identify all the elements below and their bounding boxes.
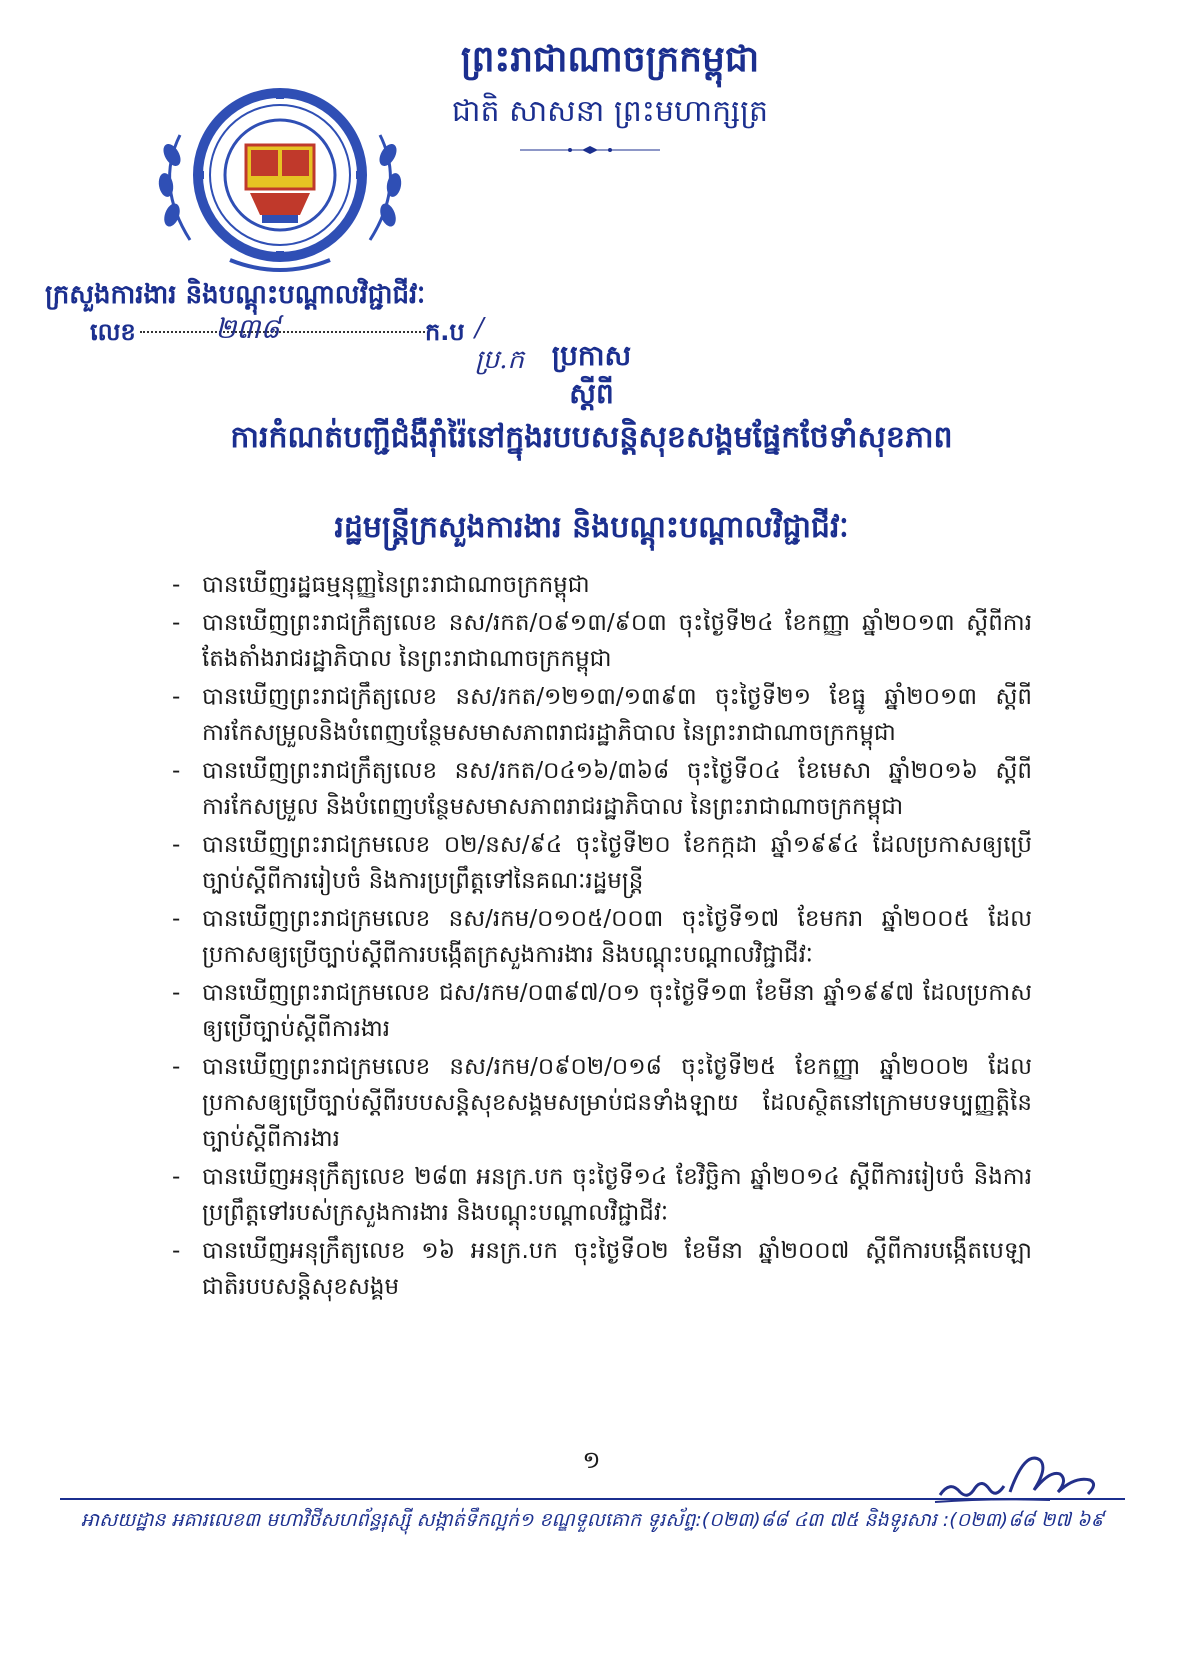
reference-number: ២៣៨: [215, 312, 280, 345]
ministry-name: ក្រសួងការងារ និងបណ្តុះបណ្តាលវិជ្ជាជីវៈ: [45, 280, 426, 310]
list-item: - បានឃើញរដ្ឋធម្មនុញ្ញនៃព្រះរាជាណាចក្រកម្ពុជា: [172, 567, 1032, 603]
list-item: - បានឃើញព្រះរាជក្រមលេខ ជស/រកម/០៣៩៧/០១ ចុះថ្ងៃទី១៣ ខែមីនា ឆ្នាំ១៩៩៧ ដែលប្រកាសឲ្យប្រើច្បាប់ស្តីពីការងារ: [172, 975, 1032, 1047]
reference-suffix: ក.ប: [425, 318, 465, 346]
page-number: ១: [582, 1446, 601, 1474]
list-item: - បានឃើញព្រះរាជក្រឹត្យលេខ នស/រកត/០៩១៣/៩០៣ ចុះថ្ងៃទី២៤ ខែកញ្ញា ឆ្នាំ២០១៣ ស្តីពីការតែងតាំងរាជរដ្ឋាភិបាល នៃព្រះរាជាណាចក្រកម្ពុជា: [172, 605, 1032, 677]
document-subject: ការកំណត់បញ្ជីជំងឺរ៉ាំរ៉ៃនៅក្នុងរបបសន្តិសុខសង្គមផ្នែកថែទាំសុខភាព: [230, 420, 953, 455]
list-item: - បានឃើញព្រះរាជក្រឹត្យលេខ នស/រកត/០៤១៦/៣៦៨ ចុះថ្ងៃទី០៤ ខែមេសា ឆ្នាំ២០១៦ ស្តីពីការកែសម្រួល និងបំពេញបន្ថែមសមាសភាពរាជរដ្ឋាភិបាល នៃព្រះរាជាណាចក្រកម្ពុជា: [172, 753, 1032, 825]
document-about: ស្តីពី: [569, 377, 614, 410]
footer-divider: [60, 1498, 1125, 1500]
list-item: - បានឃើញអនុក្រឹត្យលេខ ១៦ អនក្រ.បក ចុះថ្ងៃទី០២ ខែមីនា ឆ្នាំ២០០៧ ស្តីពីការបង្កើតបេឡាជាតិរបបសន្តិសុខសង្គម: [172, 1233, 1032, 1305]
list-item: - បានឃើញព្រះរាជក្រឹត្យលេខ នស/រកត/១២១៣/១៣៩៣ ចុះថ្ងៃទី២១ ខែធ្នូ ឆ្នាំ២០១៣ ស្តីពីការកែសម្រួលនិងបំពេញបន្ថែមសមាសភាពរាជរដ្ឋាភិបាល នៃព្រះរាជាណាចក្រកម្ពុជា: [172, 679, 1032, 751]
reference-label: លេខ: [90, 318, 136, 346]
kingdom-heading: ព្រះរាជាណាចក្រកម្ពុជា: [460, 39, 760, 80]
reference-dotted-line: [140, 331, 425, 333]
visa-list: [172, 567, 1032, 1307]
list-item: - បានឃើញព្រះរាជក្រមលេខ នស/រកម/០៩០២/០១៨ ចុះថ្ងៃទី២៥ ខែកញ្ញា ឆ្នាំ២០០២ ដែលប្រកាសឲ្យប្រើច្បាប់ស្តីពីរបបសន្តិសុខសង្គមសម្រាប់ជនទាំងឡាយ ដែលស្ថិតនៅក្រោមបទប្បញ្ញត្តិនៃច្បាប់ស្តីពីការងារ: [172, 1049, 1032, 1157]
ornament-divider-icon: [520, 145, 660, 155]
list-item: - បានឃើញអនុក្រឹត្យលេខ ២៨៣ អនក្រ.បក ចុះថ្ងៃទី១៤ ខែវិច្ឆិកា ឆ្នាំ២០១៤ ស្តីពីការរៀបចំ និងការប្រព្រឹត្តទៅរបស់ក្រសួងការងារ និងបណ្តុះបណ្តាលវិជ្ជាជីវៈ: [172, 1159, 1032, 1231]
footer-address: អាសយដ្ឋាន អគារលេខ៣ មហាវិថីសហព័ន្ធរុស្ស៊ី សង្កាត់ទឹកល្អក់១ ខណ្ឌទួលគោក ទូរស័ព្ទ:(០២៣)៨៨ ៤៣ ៧៥ និងទូរសារ :(០២៣)៨៨ ២៧ ៦៩: [81, 1509, 1104, 1531]
document-type: ប្រកាស: [551, 339, 632, 372]
national-motto: ជាតិ សាសនា ព្រះមហាក្សត្រ: [451, 94, 769, 129]
document-issuer: រដ្ឋមន្ត្រីក្រសួងការងារ និងបណ្តុះបណ្តាលវិជ្ជាជីវៈ: [334, 510, 849, 545]
ministry-seal-icon: [150, 75, 410, 280]
list-item: - បានឃើញព្រះរាជក្រមលេខ នស/រកម/០១០៥/០០៣ ចុះថ្ងៃទី១៧ ខែមករា ឆ្នាំ២០០៥ ដែលប្រកាសឲ្យប្រើច្បាប់ស្តីពីការបង្កើតក្រសួងការងារ និងបណ្តុះបណ្តាលវិជ្ជាជីវៈ: [172, 901, 1032, 973]
list-item: - បានឃើញព្រះរាជក្រមលេខ ០២/នស/៩៤ ចុះថ្ងៃទី២០ ខែកក្កដា ឆ្នាំ១៩៩៤ ដែលប្រកាសឲ្យប្រើច្បាប់ស្តីពីការរៀបចំ និងការប្រព្រឹត្តទៅនៃគណៈរដ្ឋមន្ត្រី: [172, 827, 1032, 899]
reference-handwritten: /ប្រ.ក: [475, 313, 525, 375]
